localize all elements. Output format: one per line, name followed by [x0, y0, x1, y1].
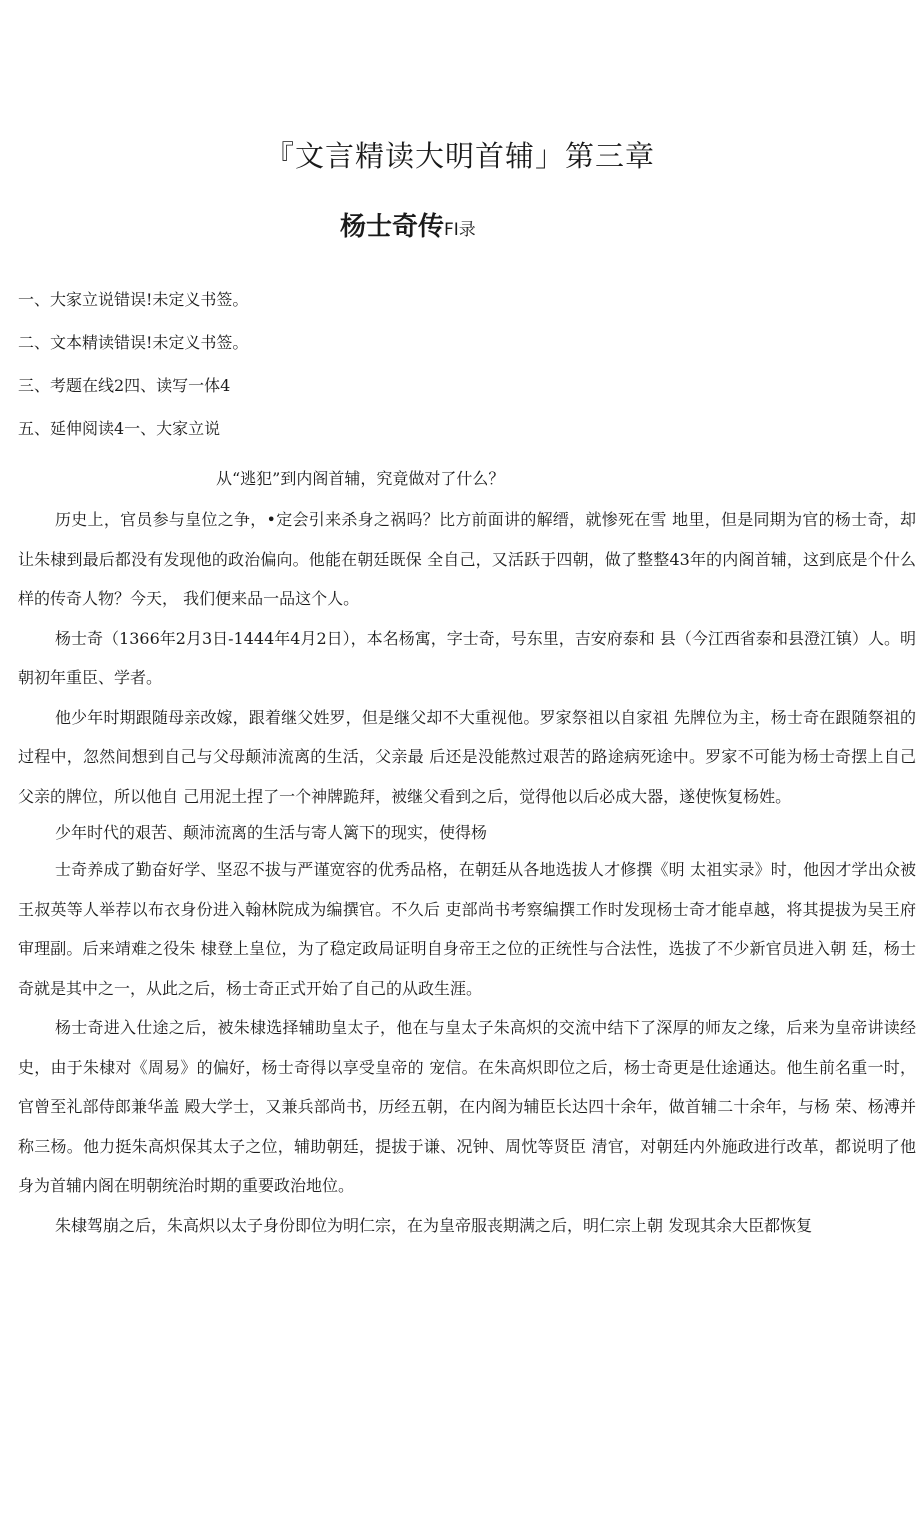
paragraph: 杨士奇（1366年2月3日-1444年4月2日），本名杨寓，字士奇，号东里，吉安府泰和 县（今江西省泰和县澄江镇）人。明朝初年重臣、学者。 [18, 628, 916, 687]
document-title: 『文言精读大明首辅」第三章 [264, 139, 655, 173]
subtitle-main: 杨士奇传 [340, 212, 445, 242]
toc-item[interactable]: 一、大家立说错误!未定义书签。 [18, 290, 249, 309]
paragraph: 朱棣驾崩之后，朱高炽以太子身份即位为明仁宗，在为皇帝服丧期满之后，明仁宗上朝 发现其余大臣都恢复 [55, 1215, 813, 1235]
paragraph: 他少年时期跟随母亲改嫁，跟着继父姓罗，但是继父却不大重视他。罗家祭祖以自家祖 先牌位为主，杨士奇在跟随祭祖的过程中，忽然间想到自己与父母颠沛流离的生活，父亲最 后还是没能熬过艰苦的路途病死途中。罗家不可能为杨士奇摆上自己父亲的牌位，所以他自 己用泥土捏了一个神牌跪拜，被继父看到之后，觉得他以后必成大器，遂使恢复杨姓。 [18, 707, 916, 806]
paragraph: 杨士奇进入仕途之后，被朱棣选择辅助皇太子，他在与皇太子朱高炽的交流中结下了深厚的师友之缘，后来为皇帝讲读经史，由于朱棣对《周易》的偏好，杨士奇得以享受皇帝的 宠信。在朱高炽即位之后，杨士奇更是仕途通达。他生前名重一时，官曾至礼部侍郎兼华盖 殿大学士，又兼兵部尚书，历经五朝，在内阁为辅臣长达四十余年，做首辅二十余年，与杨 荣、杨溥并称三杨。他力挺朱高炽保其太子之位，辅助朝廷，提拔于谦、况钟、周忱等贤臣 清官，对朝廷内外施政进行改革，都说明了他身为首辅内阁在明朝统治时期的重要政治地位。 [18, 1018, 916, 1195]
paragraph: 士奇养成了勤奋好学、坚忍不拔与严谨宽容的优秀品格，在朝廷从各地选拔人才修撰《明 太祖实录》时，他因才学出众被王叔英等人举荐以布衣身份进入翰林院成为编撰官。不久后 吏部尚书考察编撰工作时发现杨士奇才能卓越，将其提拔为吴王府审理副。后来靖难之役朱 棣登上皇位，为了稳定政局证明自身帝王之位的正统性与合法性，选拔了不少新官员进入朝 廷，杨士奇就是其中之一，从此之后，杨士奇正式开始了自己的从政生涯。 [18, 860, 916, 998]
toc-item[interactable]: 三、考题在线2四、读写一体4 [18, 376, 231, 395]
section-heading: 从“逃犯”到内阁首辅，究竟做对了什么？ [216, 469, 505, 488]
paragraph: 历史上，官员参与皇位之争，•定会引来杀身之祸吗？比方前面讲的解缙，就惨死在雪 地里，但是同期为官的杨士奇，却让朱棣到最后都没有发现他的政治偏向。他能在朝廷既保 全自己，又活跃于四朝，做了整整43年的内阁首辅，这到底是个什么样的传奇人物？今天， 我们便来品一品这个人。 [18, 510, 916, 608]
document-subtitle [340, 206, 476, 243]
toc-item[interactable]: 五、延伸阅读4一、大家立说 [18, 419, 221, 438]
table-of-contents [18, 285, 248, 457]
paragraph: 少年时代的艰苦、颠沛流离的生活与寄人篱下的现实，使得杨 [55, 823, 488, 842]
subtitle-suffix: FI录 [444, 220, 476, 240]
toc-item[interactable]: 二、文本精读错误!未定义书签。 [18, 333, 249, 352]
article-body [18, 500, 916, 1245]
